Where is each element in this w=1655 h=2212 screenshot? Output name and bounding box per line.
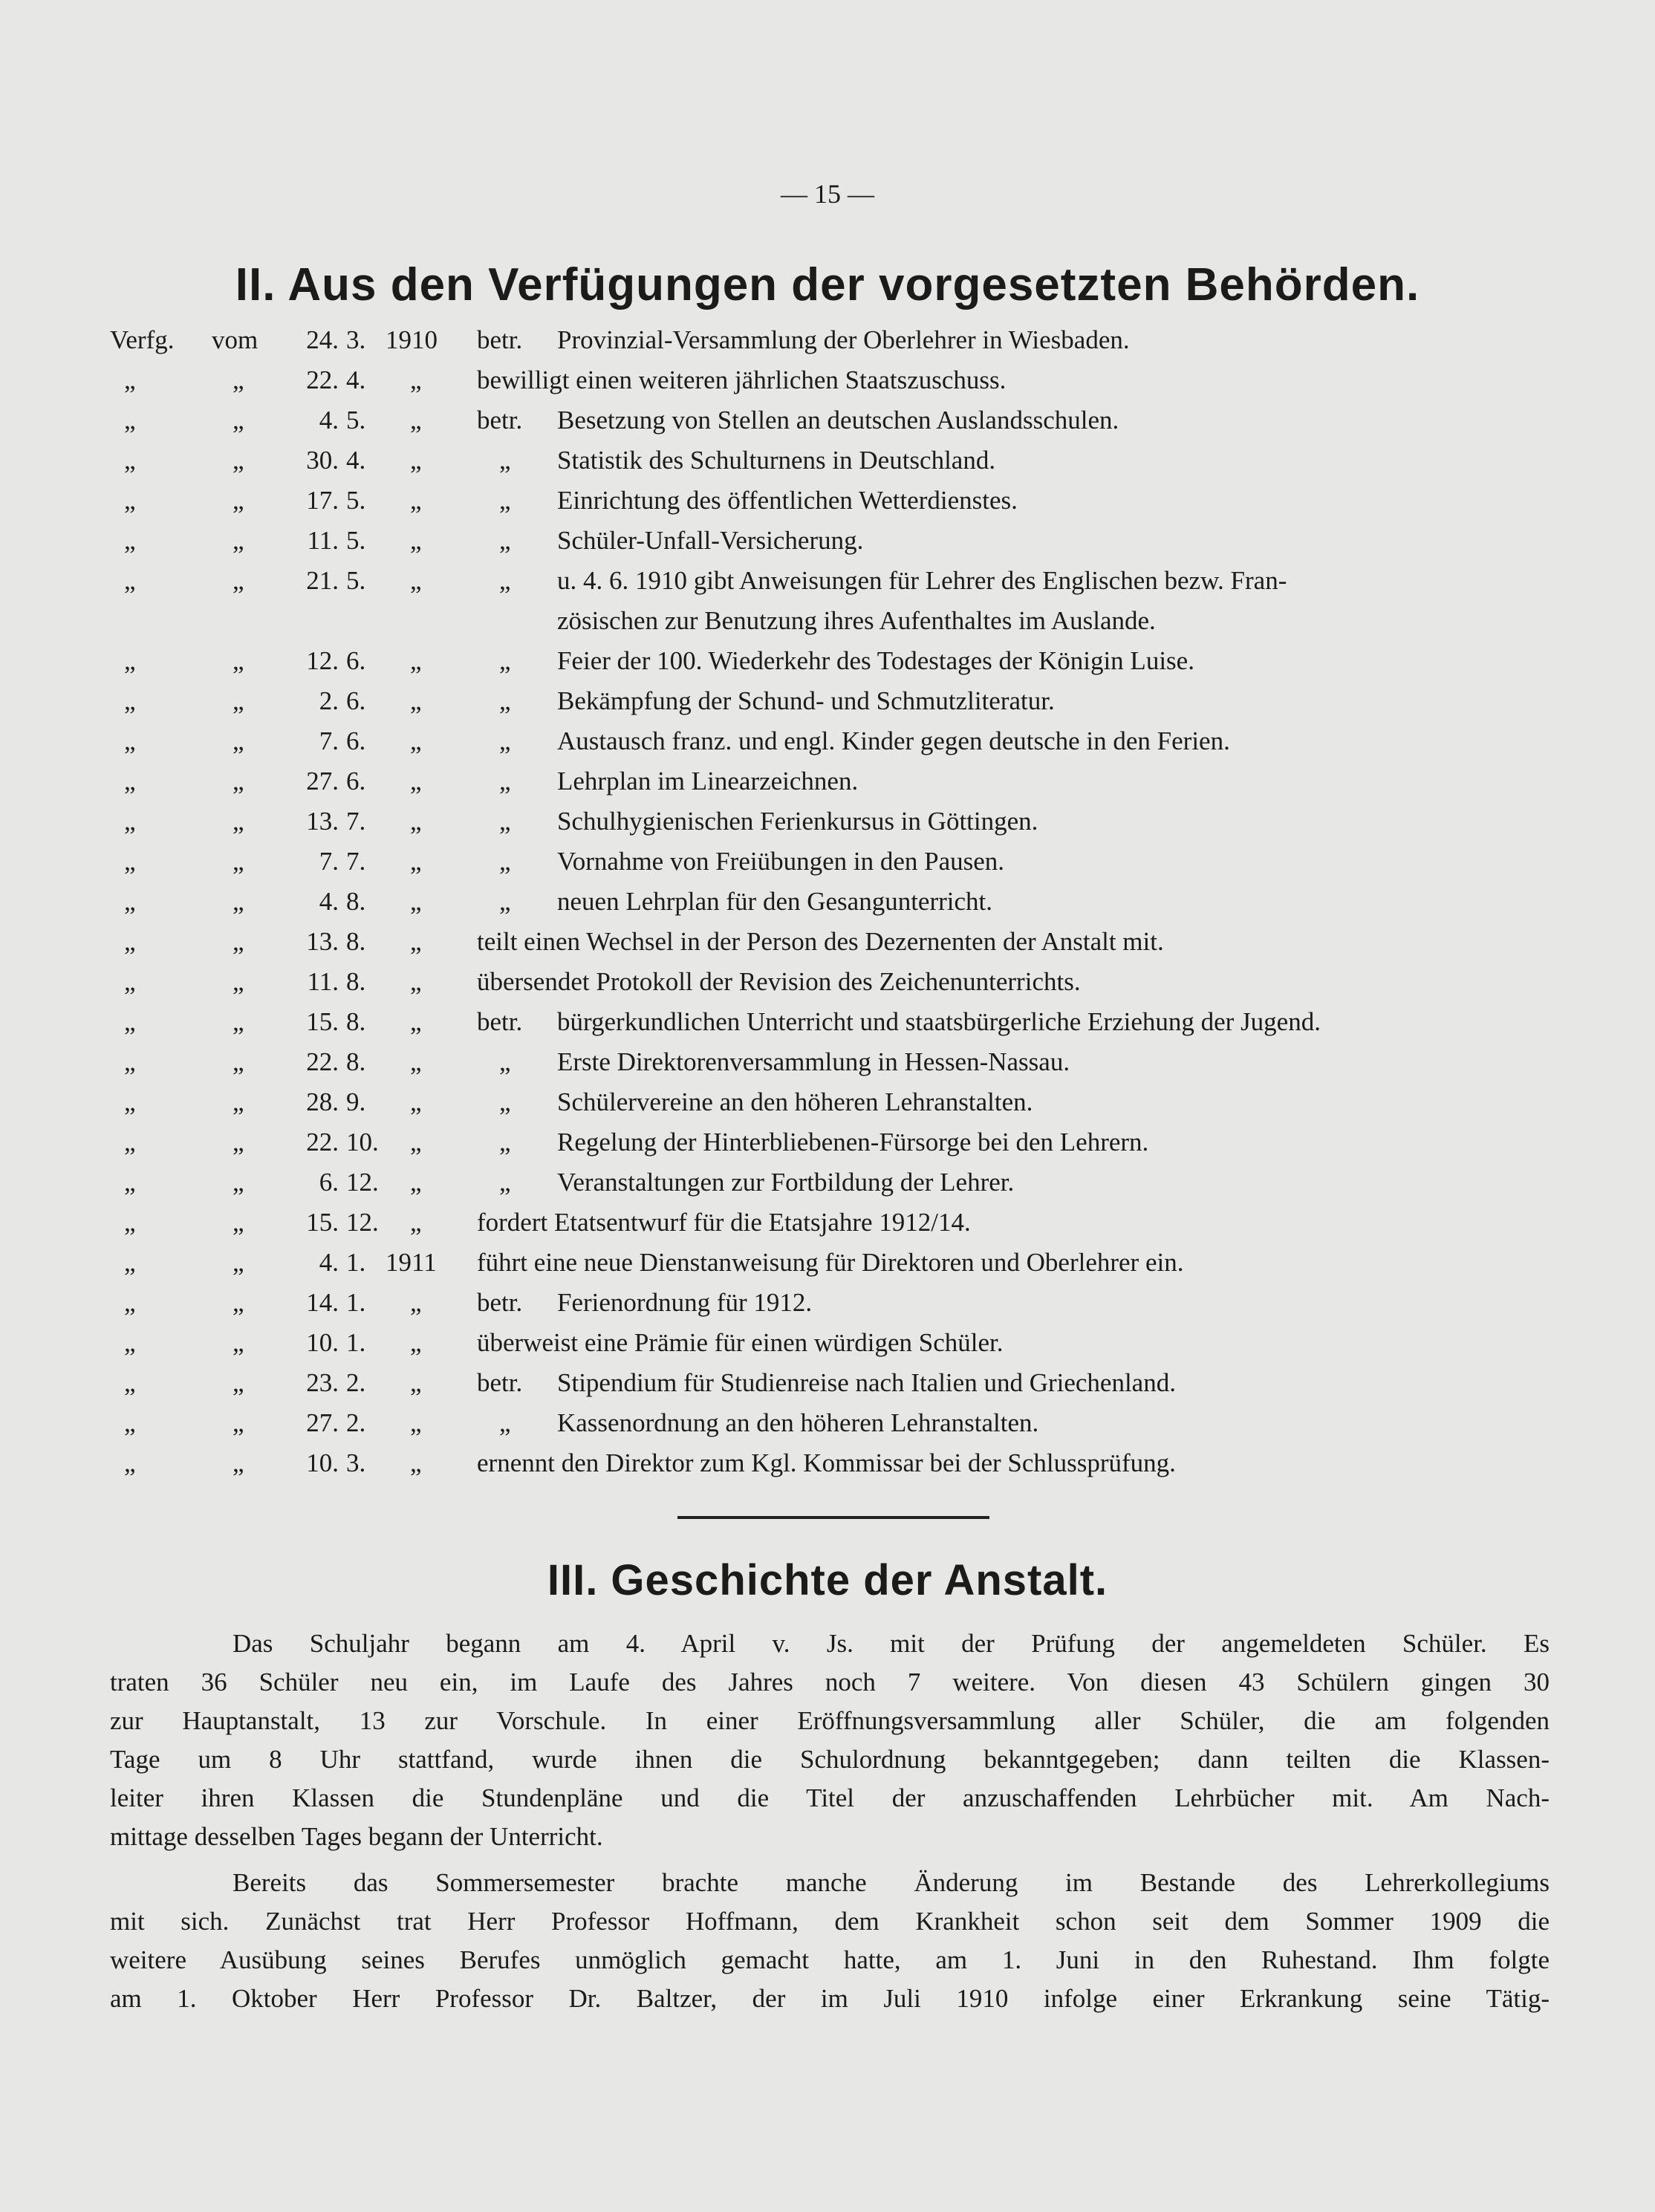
decree-year: „	[410, 887, 422, 916]
decree-month: 3.	[346, 1448, 366, 1477]
decree-row	[0, 882, 1655, 922]
decree-row	[0, 801, 1655, 842]
decree-year: „	[410, 1408, 422, 1437]
text-line: traten 36 Schüler neu ein, im Laufe des Jahres noch 7 weitere. Von diesen 43 Schülern gingen 30	[110, 1668, 1550, 1697]
decree-year: „	[410, 927, 422, 956]
decree-row	[0, 481, 1655, 521]
decree-row	[0, 1443, 1655, 1483]
text-line: leiter ihren Klassen die Stundenpläne und die Titel der anzuschaffenden Lehrbücher mit. Am Nach-	[110, 1783, 1550, 1812]
decree-year: „	[410, 1047, 422, 1076]
decree-day: 24.	[306, 325, 339, 354]
text-line: zur Hauptanstalt, 13 zur Vorschule. In einer Eröffnungsversammlung aller Schüler, die am folgenden	[110, 1706, 1550, 1735]
decree-from: „	[233, 365, 244, 394]
decree-row	[0, 320, 1655, 360]
decree-month: 1.	[346, 1328, 366, 1357]
decree-from: „	[233, 967, 244, 996]
decree-row-continuation	[0, 601, 1655, 641]
decree-day: 28.	[306, 1087, 339, 1116]
decree-row	[0, 842, 1655, 882]
decree-subject: Schüler-Unfall-Versicherung.	[557, 526, 864, 555]
decree-ref: „	[124, 1408, 136, 1437]
decree-subject: Provinzial-Versammlung der Oberlehrer in Wiesbaden.	[557, 325, 1130, 354]
decree-verb: betr.	[477, 1288, 523, 1317]
decree-ref: „	[124, 1047, 136, 1076]
decree-subject: Erste Direktorenversammlung in Hessen-Nassau.	[557, 1047, 1070, 1076]
decree-row	[0, 521, 1655, 561]
decree-year: „	[410, 1448, 422, 1477]
decree-verb: „	[499, 1128, 511, 1157]
decree-subject: Feier der 100. Wiederkehr des Todestages der Königin Luise.	[557, 646, 1194, 675]
decree-month: 8.	[346, 967, 366, 996]
decree-verb: „	[499, 1047, 511, 1076]
decree-month: 7.	[346, 847, 366, 876]
decree-row	[0, 1243, 1655, 1283]
text-line: weitere Ausübung seines Berufes unmöglich gemacht hatte, am 1. Juni in den Ruhestand. Ihm folgte	[110, 1945, 1550, 1974]
decree-day: 10.	[306, 1448, 339, 1477]
decree-from: „	[233, 446, 244, 475]
decree-row	[0, 360, 1655, 400]
decree-year: „	[410, 807, 422, 836]
decree-day: 14.	[306, 1288, 339, 1317]
decree-ref: „	[124, 967, 136, 996]
decree-year: „	[410, 446, 422, 475]
decree-month: 5.	[346, 526, 366, 555]
decree-year: „	[410, 566, 422, 595]
section-heading-iii: III. Geschichte der Anstalt.	[547, 1556, 1108, 1604]
decree-from: „	[233, 1248, 244, 1277]
decree-month: 6.	[346, 726, 366, 755]
decree-year: 1911	[386, 1248, 437, 1277]
decree-year: „	[410, 1168, 422, 1197]
decree-day: 13.	[306, 807, 339, 836]
decree-year: „	[410, 646, 422, 675]
paragraph	[110, 1624, 1550, 1856]
decree-ref: „	[124, 726, 136, 755]
decree-day: 7.	[319, 726, 339, 755]
decree-subject: Schulhygienischen Ferienkursus in Göttingen.	[557, 807, 1038, 836]
decree-row	[0, 1042, 1655, 1082]
decree-from: „	[233, 686, 244, 715]
text-line: Bereits das Sommersemester brachte manche Änderung im Bestande des Lehrerkollegiums	[233, 1868, 1550, 1897]
decree-verb: „	[499, 767, 511, 796]
decree-ref: „	[124, 566, 136, 595]
decree-ref: „	[124, 486, 136, 515]
decree-from: „	[233, 1408, 244, 1437]
decree-verb: „	[499, 887, 511, 916]
decree-day: 27.	[306, 1408, 339, 1437]
decree-month: 8.	[346, 887, 366, 916]
paragraph	[110, 1864, 1550, 2018]
decree-month: 8.	[346, 927, 366, 956]
decree-subject: Schülervereine an den höheren Lehranstalten.	[557, 1087, 1033, 1116]
decree-subject: Vornahme von Freiübungen in den Pausen.	[557, 847, 1005, 876]
decree-ref: „	[124, 1448, 136, 1477]
decree-ref: „	[124, 1168, 136, 1197]
decree-verb: „	[499, 526, 511, 555]
decree-row	[0, 922, 1655, 962]
decree-ref: Verfg.	[110, 325, 175, 354]
decree-month: 6.	[346, 686, 366, 715]
decree-subject: übersendet Protokoll der Revision des Zeichenunterrichts.	[477, 967, 1081, 996]
text-line: mit sich. Zunächst trat Herr Professor Hoffmann, dem Krankheit schon seit dem Sommer 1909 die	[110, 1907, 1550, 1936]
decree-year: „	[410, 1128, 422, 1157]
decree-month: 4.	[346, 365, 366, 394]
decree-from: „	[233, 1007, 244, 1036]
decree-month: 6.	[346, 646, 366, 675]
decree-year: „	[410, 1288, 422, 1317]
decree-ref: „	[124, 365, 136, 394]
decree-month: 9.	[346, 1087, 366, 1116]
decree-row	[0, 1162, 1655, 1203]
decree-year: „	[410, 686, 422, 715]
decree-day: 11.	[307, 967, 339, 996]
decree-from: „	[233, 1448, 244, 1477]
decree-day: 11.	[307, 526, 339, 555]
decree-month: 6.	[346, 767, 366, 796]
decree-verb: „	[499, 1408, 511, 1437]
decree-day: 13.	[306, 927, 339, 956]
decree-from: „	[233, 1168, 244, 1197]
decree-verb: „	[499, 486, 511, 515]
decree-from: „	[233, 1208, 244, 1237]
decree-day: 2.	[319, 686, 339, 715]
decree-subject: führt eine neue Dienstanweisung für Direktoren und Oberlehrer ein.	[477, 1248, 1184, 1277]
decree-ref: „	[124, 1007, 136, 1036]
decree-day: 4.	[319, 887, 339, 916]
decree-year: „	[410, 526, 422, 555]
decree-verb: betr.	[477, 1368, 523, 1397]
decree-from: „	[233, 406, 244, 435]
decree-from: „	[233, 887, 244, 916]
decree-row	[0, 761, 1655, 801]
decree-day: 17.	[306, 486, 339, 515]
decree-month: 2.	[346, 1408, 366, 1437]
decree-from: „	[233, 486, 244, 515]
decrees-list	[0, 320, 1655, 1483]
decree-from: „	[233, 1288, 244, 1317]
decree-row	[0, 1002, 1655, 1042]
decree-year: „	[410, 486, 422, 515]
decree-subject: Austausch franz. und engl. Kinder gegen deutsche in den Ferien.	[557, 726, 1230, 755]
decree-row	[0, 962, 1655, 1002]
decree-row	[0, 561, 1655, 601]
decree-row	[0, 1082, 1655, 1122]
page-number: — 15 —	[781, 179, 874, 209]
decree-day: 21.	[306, 566, 339, 595]
decree-day: 4.	[319, 406, 339, 435]
decree-subject: überweist eine Prämie für einen würdigen Schüler.	[477, 1328, 1004, 1357]
decree-from: „	[233, 927, 244, 956]
decree-day: 15.	[306, 1208, 339, 1237]
decree-year: „	[410, 847, 422, 876]
decree-day: 22.	[306, 1047, 339, 1076]
decree-verb: betr.	[477, 406, 523, 435]
decree-row	[0, 641, 1655, 681]
section-divider	[677, 1516, 989, 1519]
decree-day: 23.	[306, 1368, 339, 1397]
decree-subject: ernennt den Direktor zum Kgl. Kommissar bei der Schlussprüfung.	[477, 1448, 1176, 1477]
decree-ref: „	[124, 1128, 136, 1157]
decree-year: „	[410, 406, 422, 435]
decree-year: „	[410, 1087, 422, 1116]
decree-day: 6.	[319, 1168, 339, 1197]
decree-subject: Veranstaltungen zur Fortbildung der Lehrer.	[557, 1168, 1015, 1197]
decree-ref: „	[124, 927, 136, 956]
decree-from: „	[233, 1328, 244, 1357]
decree-ref: „	[124, 646, 136, 675]
decree-day: 27.	[306, 767, 339, 796]
decree-subject: Besetzung von Stellen an deutschen Auslandsschulen.	[557, 406, 1119, 435]
decree-subject: u. 4. 6. 1910 gibt Anweisungen für Lehrer des Englischen bezw. Fran-	[557, 566, 1287, 595]
decree-verb: „	[499, 446, 511, 475]
decree-month: 2.	[346, 1368, 366, 1397]
decree-month: 10.	[346, 1128, 379, 1157]
decree-ref: „	[124, 847, 136, 876]
decree-month: 12.	[346, 1168, 379, 1197]
decree-verb: „	[499, 726, 511, 755]
decree-day: 30.	[306, 446, 339, 475]
decree-row	[0, 1122, 1655, 1162]
decree-month: 5.	[346, 566, 366, 595]
decree-month: 5.	[346, 406, 366, 435]
decree-month: 1.	[346, 1248, 366, 1277]
decree-row	[0, 1283, 1655, 1323]
decree-subject: Einrichtung des öffentlichen Wetterdienstes.	[557, 486, 1018, 515]
decree-from: „	[233, 767, 244, 796]
decree-day: 12.	[306, 646, 339, 675]
decree-subject: teilt einen Wechsel in der Person des Dezernenten der Anstalt mit.	[477, 927, 1164, 956]
decree-verb: „	[499, 686, 511, 715]
decree-ref: „	[124, 1087, 136, 1116]
text-line: Tage um 8 Uhr stattfand, wurde ihnen die Schulordnung bekanntgegeben; dann teilten die Klassen-	[110, 1745, 1550, 1774]
decree-subject: Ferienordnung für 1912.	[557, 1288, 813, 1317]
decree-ref: „	[124, 686, 136, 715]
decree-year: „	[410, 1328, 422, 1357]
decree-month: 8.	[346, 1047, 366, 1076]
decree-subject-continued: zösischen zur Benutzung ihres Aufenthaltes im Auslande.	[557, 606, 1156, 635]
decree-verb: „	[499, 1168, 511, 1197]
decree-subject: fordert Etatsentwurf für die Etatsjahre 1912/14.	[477, 1208, 971, 1237]
decree-from: „	[233, 1047, 244, 1076]
decree-year: „	[410, 1368, 422, 1397]
decree-ref: „	[124, 446, 136, 475]
decree-subject: neuen Lehrplan für den Gesangunterricht.	[557, 887, 993, 916]
decree-ref: „	[124, 1368, 136, 1397]
decree-day: 15.	[306, 1007, 339, 1036]
decree-month: 5.	[346, 486, 366, 515]
decree-row	[0, 681, 1655, 721]
decree-year: „	[410, 365, 422, 394]
decree-month: 1.	[346, 1288, 366, 1317]
decree-from: „	[233, 1087, 244, 1116]
decree-day: 7.	[319, 847, 339, 876]
decree-verb: „	[499, 847, 511, 876]
decree-subject: Bekämpfung der Schund- und Schmutzliteratur.	[557, 686, 1055, 715]
decree-day: 22.	[306, 1128, 339, 1157]
text-line: Das Schuljahr begann am 4. April v. Js. mit der Prüfung der angemeldeten Schüler. Es	[233, 1629, 1550, 1658]
decree-row	[0, 1403, 1655, 1443]
decree-from: „	[233, 726, 244, 755]
decree-month: 12.	[346, 1208, 379, 1237]
decree-year: 1910	[386, 325, 438, 354]
text-line: mittage desselben Tages begann der Unterricht.	[110, 1822, 603, 1851]
decree-ref: „	[124, 526, 136, 555]
decree-from: „	[233, 526, 244, 555]
decree-ref: „	[124, 406, 136, 435]
decree-subject: Regelung der Hinterbliebenen-Fürsorge bei den Lehrern.	[557, 1128, 1149, 1157]
decree-ref: „	[124, 887, 136, 916]
decree-subject: Statistik des Schulturnens in Deutschland.	[557, 446, 996, 475]
decree-verb: betr.	[477, 1007, 523, 1036]
decree-ref: „	[124, 807, 136, 836]
section-heading-ii: II. Aus den Verfügungen der vorgesetzten Behörden.	[235, 259, 1420, 310]
decree-from: vom	[212, 325, 259, 354]
decree-row	[0, 1323, 1655, 1363]
decree-row	[0, 721, 1655, 761]
decree-subject: bürgerkundlichen Unterricht und staatsbürgerliche Erziehung der Jugend.	[557, 1007, 1321, 1036]
decree-verb: „	[499, 646, 511, 675]
decree-from: „	[233, 646, 244, 675]
decree-year: „	[410, 767, 422, 796]
decree-row	[0, 1203, 1655, 1243]
decree-verb: betr.	[477, 325, 523, 354]
decree-year: „	[410, 1007, 422, 1036]
decree-from: „	[233, 1128, 244, 1157]
decree-subject: bewilligt einen weiteren jährlichen Staatszuschuss.	[477, 365, 1007, 394]
text-line: am 1. Oktober Herr Professor Dr. Baltzer, der im Juli 1910 infolge einer Erkrankung seine Tätig-	[110, 1984, 1550, 2013]
decree-row	[0, 440, 1655, 481]
decree-year: „	[410, 967, 422, 996]
decree-ref: „	[124, 767, 136, 796]
decree-subject: Lehrplan im Linearzeichnen.	[557, 767, 859, 796]
decree-row	[0, 1363, 1655, 1403]
decree-month: 4.	[346, 446, 366, 475]
decree-ref: „	[124, 1248, 136, 1277]
decree-month: 7.	[346, 807, 366, 836]
decree-ref: „	[124, 1288, 136, 1317]
decree-subject: Kassenordnung an den höheren Lehranstalten.	[557, 1408, 1039, 1437]
decree-row	[0, 400, 1655, 440]
decree-from: „	[233, 1368, 244, 1397]
decree-year: „	[410, 726, 422, 755]
decree-from: „	[233, 807, 244, 836]
decree-from: „	[233, 566, 244, 595]
history-text	[110, 1624, 1550, 2018]
decree-month: 3.	[346, 325, 366, 354]
decree-from: „	[233, 847, 244, 876]
decree-ref: „	[124, 1208, 136, 1237]
decree-ref: „	[124, 1328, 136, 1357]
decree-subject: Stipendium für Studienreise nach Italien und Griechenland.	[557, 1368, 1176, 1397]
decree-month: 8.	[346, 1007, 366, 1036]
decree-year: „	[410, 1208, 422, 1237]
decree-day: 4.	[319, 1248, 339, 1277]
decree-verb: „	[499, 566, 511, 595]
decree-verb: „	[499, 1087, 511, 1116]
decree-day: 10.	[306, 1328, 339, 1357]
decree-verb: „	[499, 807, 511, 836]
decree-day: 22.	[306, 365, 339, 394]
